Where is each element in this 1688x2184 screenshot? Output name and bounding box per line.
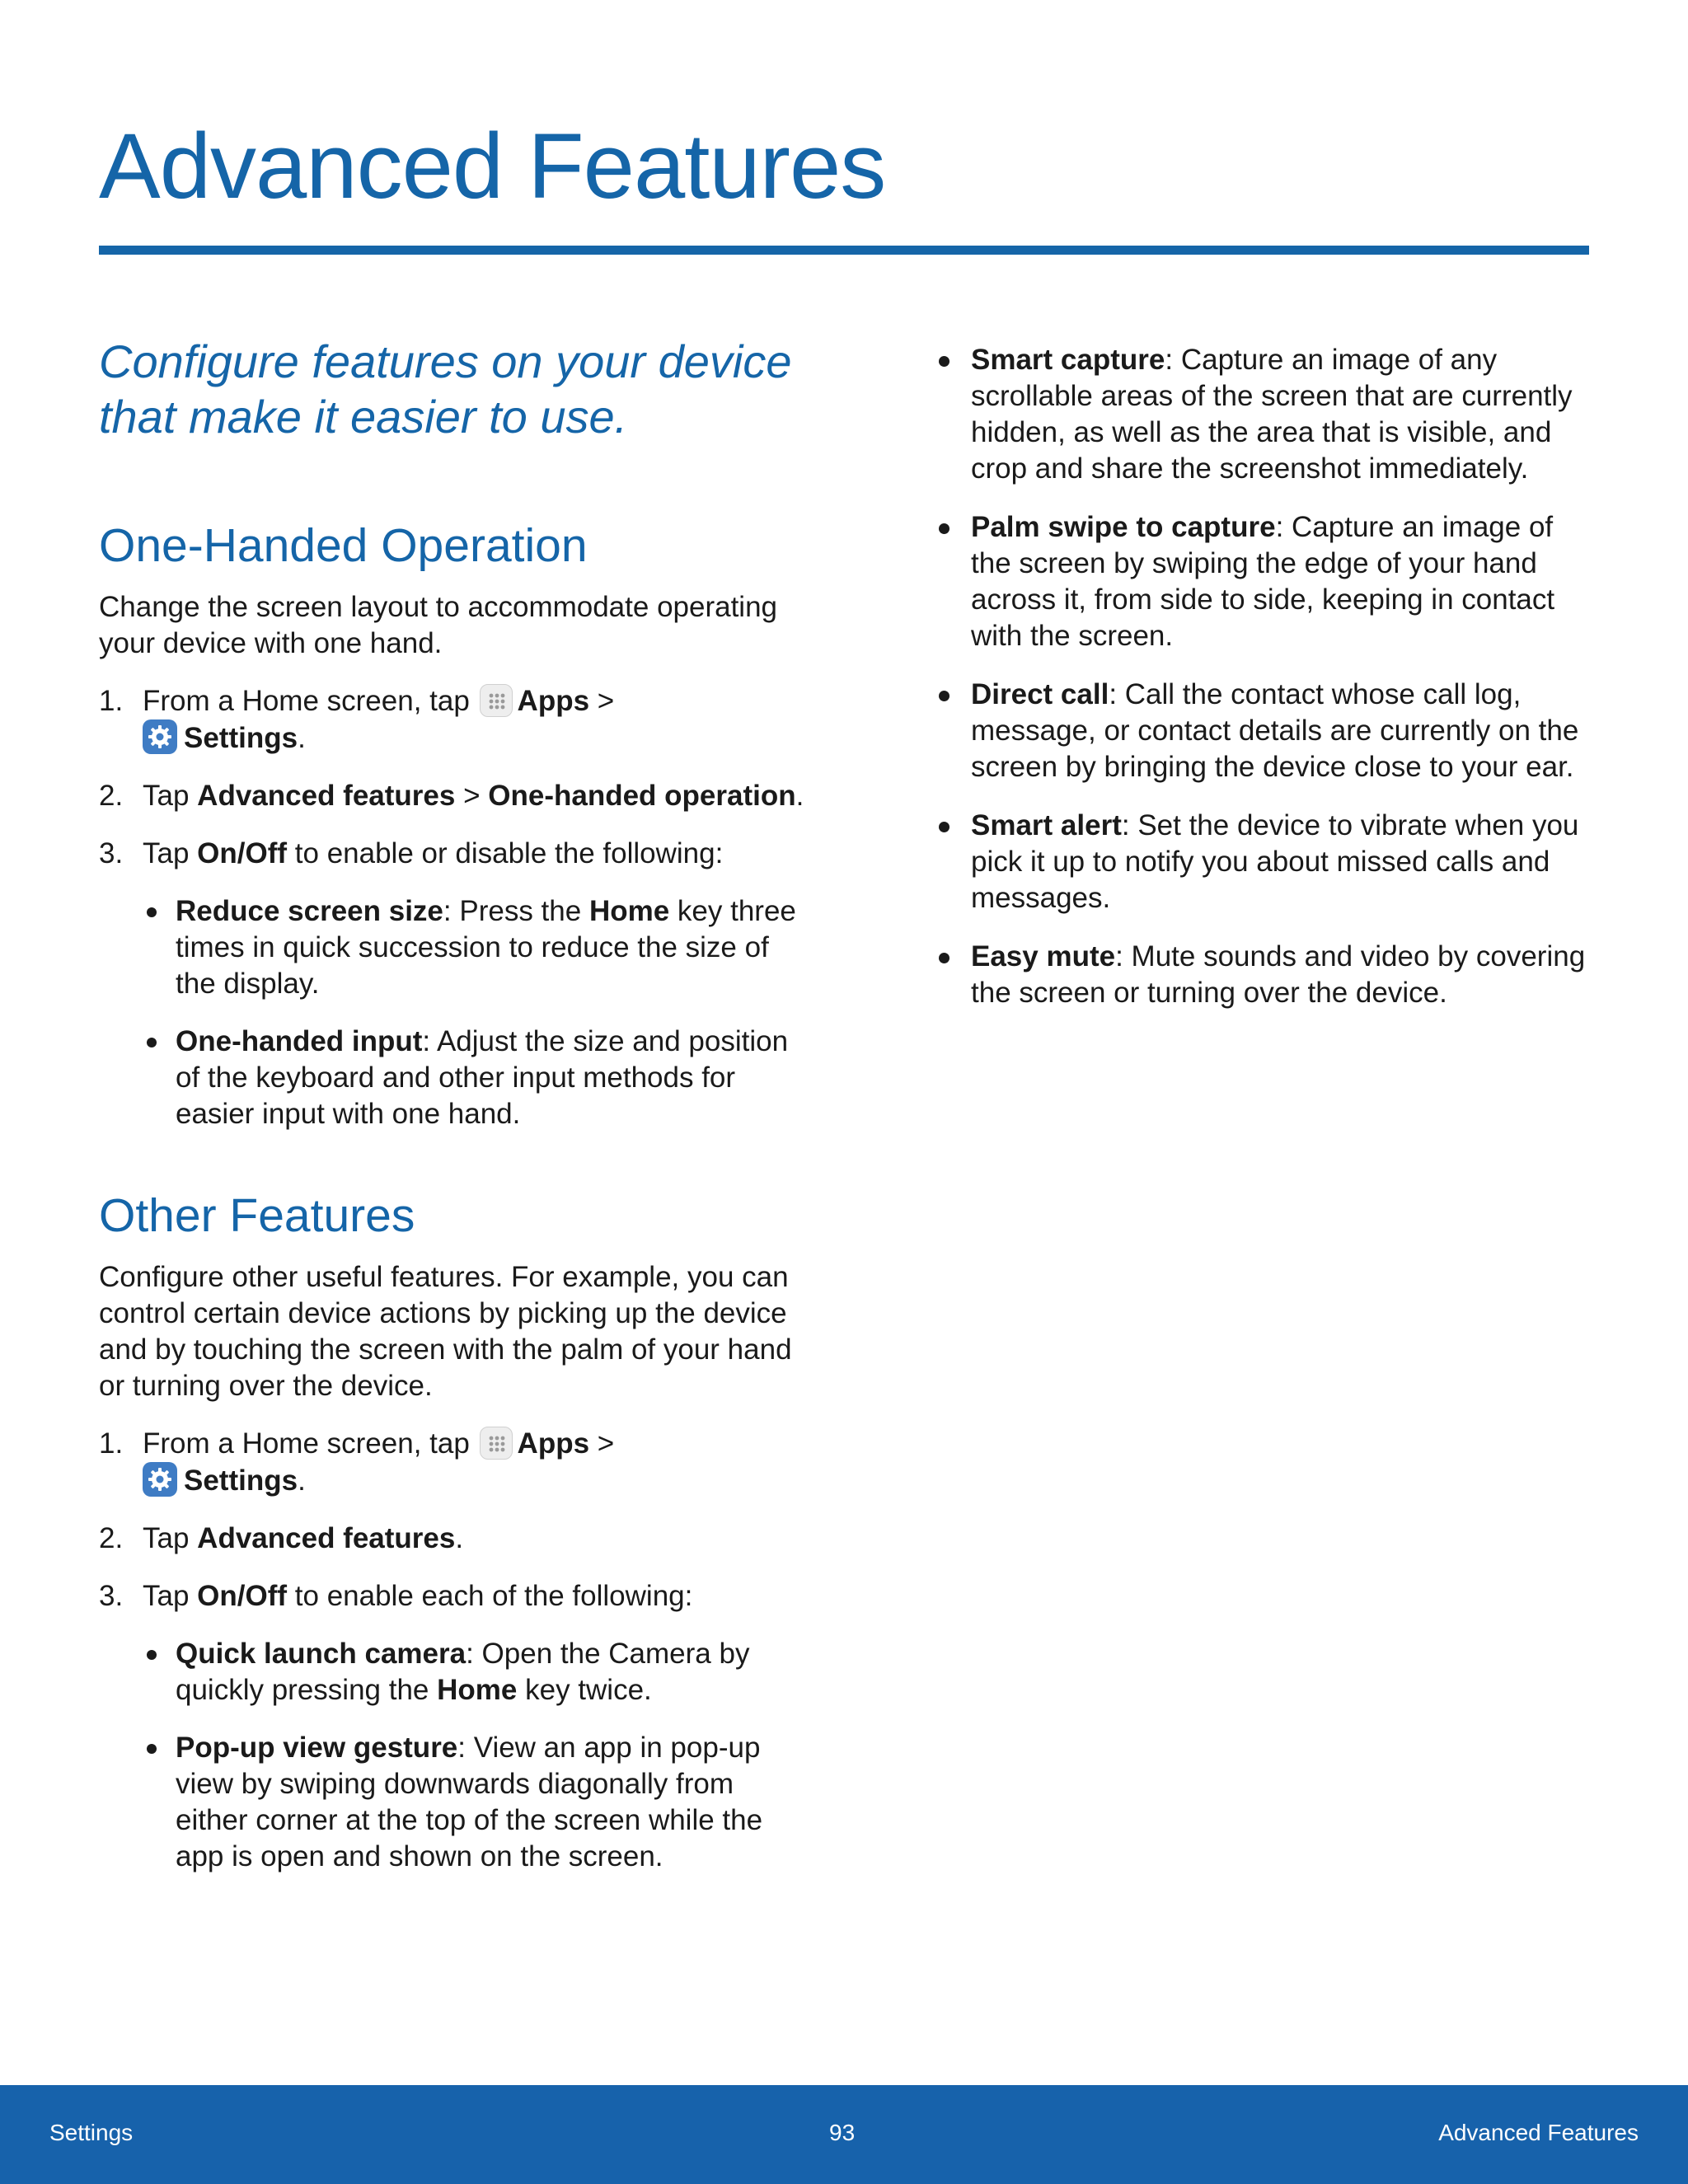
menu-separator: > [597,685,615,717]
settings-gear-icon [143,1462,177,1497]
list-item: Direct call: Call the contact whose call log, message, or contact details are currently on the screen by bringing the device close to your ear. [936,677,1596,785]
apps-grid-icon [480,684,513,717]
page-footer [0,2085,1688,2184]
list-item: One-handed input: Adjust the size and position of the keyboard and other input methods for easier input with one hand. [143,1024,808,1132]
other-features-description: Configure other useful features. For example, you can control certain device actions by picking up the device and by touching the screen with the palm of your hand or turning over the device. [99,1261,792,1402]
intro-text: Configure features on your device that make it easier to use. [99,335,792,443]
section-heading-other-features: Other Features [99,1189,415,1242]
step-item: 2. Tap Advanced features. [99,1521,808,1557]
list-item: Smart capture: Capture an image of any scrollable areas of the screen that are currently hidden, as well as the area that is visible, and crop and share the screenshot immediately. [936,342,1596,487]
step-number: 1. [99,685,124,717]
settings-gear-icon [143,719,177,754]
right-column [936,334,1596,1033]
list-item: Quick launch camera: Open the Camera by quickly pressing the Home key twice. [143,1636,808,1708]
step-item: 1. From a Home screen, tap Apps > Settings. [99,1427,615,1497]
step-number: 2. [99,780,124,812]
step-item: 3. Tap On/Off to enable or disable the following: Reduce screen size: Press the Home key three times in quick succession to reduce the size of the display. One-handed input: Adjust the size and position of the keyboard and other input methods for easier input with one hand. [99,836,808,1132]
list-item: Reduce screen size: Press the Home key three times in quick succession to reduce the size of the display. [143,893,808,1002]
settings-label: Settings [184,1465,298,1497]
step-number: 2. [99,1522,124,1554]
other-features-more-options [936,342,1596,1011]
list-item: Pop-up view gesture: View an app in pop-up view by swiping downwards diagonally from either corner at the top of the screen while the app is open and shown on the screen. [143,1730,808,1875]
footer-chapter: Settings [49,2120,134,2145]
apps-label: Apps [517,1427,590,1460]
other-features-steps [99,1426,808,1875]
list-item: Smart alert: Set the device to vibrate when you pick it up to notify you about missed calls and messages. [936,808,1596,916]
footer-section: Advanced Features [1438,2120,1639,2145]
section-heading-one-handed: One-Handed Operation [99,519,588,572]
apps-label: Apps [517,685,590,717]
page-title: Advanced Features [99,115,886,218]
list-item: Palm swipe to capture: Capture an image of the screen by swiping the edge of your hand across it, from side to side, keeping in contact with the screen. [936,509,1596,654]
step-number: 3. [99,837,124,869]
apps-grid-icon [480,1427,513,1460]
settings-label: Settings [184,722,298,754]
left-column [99,334,808,1896]
title-rule [99,246,1589,255]
step-text: From a Home screen, tap [143,685,470,717]
other-features-options [143,1636,808,1875]
step-item: 3. Tap On/Off to enable each of the following: Quick launch camera: Open the Camera by quickly pressing the Home key twice. Pop-up view gesture: View an app in pop-up view by swiping downwards diagonally from either corner at the top of the screen while the app is open and shown on the screen. [99,1578,808,1875]
step-number: 3. [99,1580,124,1612]
step-item: 2. Tap Advanced features > One-handed operation. [99,778,808,814]
list-item: Easy mute: Mute sounds and video by covering the screen or turning over the device. [936,939,1596,1011]
step-number: 1. [99,1427,124,1460]
footer-page-number: 93 [829,2120,856,2145]
one-handed-steps [99,683,808,1132]
one-handed-options [143,893,808,1132]
one-handed-description: Change the screen layout to accommodate operating your device with one hand. [99,591,778,659]
step-item: 1. From a Home screen, tap Apps > Settings. [99,685,615,754]
